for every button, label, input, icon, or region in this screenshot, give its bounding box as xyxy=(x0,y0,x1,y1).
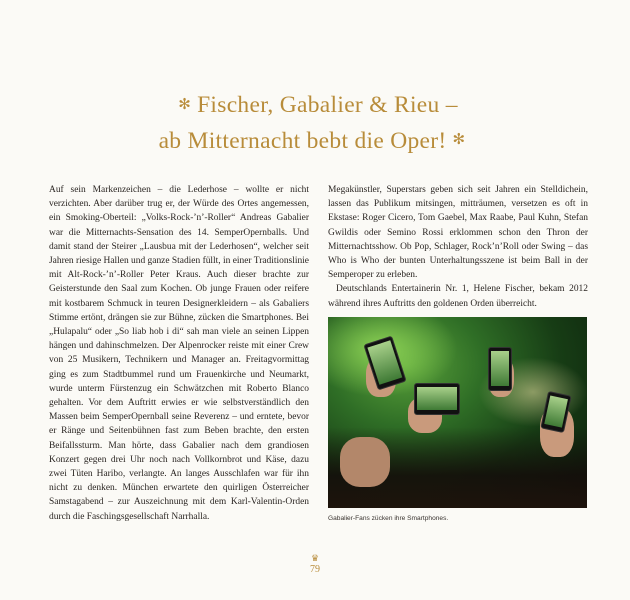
concert-photo xyxy=(328,317,587,508)
article-title xyxy=(0,88,630,159)
ornament-right-icon: ✻ xyxy=(452,132,466,149)
right-paragraph-1: Megakünstler, Superstars geben sich seit Jahren ein Stelldichein, lassen das Publikum mitsingen, mitträumen, versetzen es oft in Ekstase: Roger Cicero, Tom Gaebel, Max Raabe, Paul Kuhn, Stefan Gwildis oder Semino Rossi erklommen schon den Thron der Mitternachtsshow. Ob Pop, Schlager, Rock’n’Roll oder Swing – das Who is Who der bunten Unterhaltungsszene ist beim Ball in der Semperoper zu erleben. xyxy=(328,185,588,281)
title-line-1-text: Fischer, Gabalier & Rieu – xyxy=(197,92,458,118)
smartphone-icon xyxy=(414,383,460,415)
right-column xyxy=(328,183,588,311)
title-line-2-text: ab Mitternacht bebt die Oper! xyxy=(158,127,447,154)
title-line-1 xyxy=(0,88,630,124)
title-line-2 xyxy=(0,124,630,160)
crown-icon: ♛ xyxy=(310,553,320,563)
page-number: 79 xyxy=(310,564,320,575)
left-paragraph: Auf sein Markenzeichen – die Lederhose – wollte er nicht verzichten. Aber darüber trug er, der Würde des Ortes angemessen, ein Smoking-Oberteil: „Volks-Rock-’n’-Roller“ Andreas Gabalier war die Mitternachts-Sensation des 14. SemperOpernballs. Und damit stand der Steirer „Lausbua mit der Lederhosen“, welcher seit Jahren riesige Hallen und ganze Stadien füllt, in einer Traditionslinie mit Alt-Rock-’n’-Roller Peter Kraus. Auch dieser brachte zur Geisterstunde den Saal zum Kochen. Ob junge Frauen oder reifere mit kostbarem Schmuck in teuren Designerkleidern – als Gabaliers Stimme ertönt, drängen sie zur Bühne, zücken die Smartphones. Bei „Hulapalu“ oder „So liab hob i di“ sah man viele an seinen Lippen hängen und dahinschmelzen. Der Alpenrocker reiste mit einer Crew von 25 Musikern, Technikern und Manager an. Freitagvormittag ging es zum Stadtbummel rund um Frauenkirche und Neumarkt, wurde unterm Fürstenzug ein Schwätzchen mit Roberto Blanco gehalten. Vor dem Auftritt erwies er wie selbstverständlich den Massen beim SemperOpernball seine Reverenz – und erntete, bevor er Ränge und Seitenbühnen fast zum Beben brachte, den ersten Beifallssturm. Man hörte, dass Gabalier nach dem grandiosen Konzert gegen drei Uhr noch nach Vollkornbrot und Käse, dazu zwei Tüten Haribo, verlangte. An langes Ausschlafen war für ihn nicht zu denken. München erwartete den quirligen Österreicher Samstagabend – zur Auszeichnung mit dem Karl-Valentin-Orden durch die Faschingsgesellschaft Narrhalla. xyxy=(49,185,309,522)
left-column xyxy=(49,183,309,524)
smartphone-icon xyxy=(488,347,512,391)
ornament-left-icon: ✻ xyxy=(178,96,192,113)
right-paragraph-2: Deutschlands Entertainerin Nr. 1, Helene Fischer, bekam 2012 während ihres Auftritts den goldenen Orden überreicht. xyxy=(328,284,588,309)
photo-caption: Gabalier-Fans zücken ihre Smartphones. xyxy=(328,515,449,522)
